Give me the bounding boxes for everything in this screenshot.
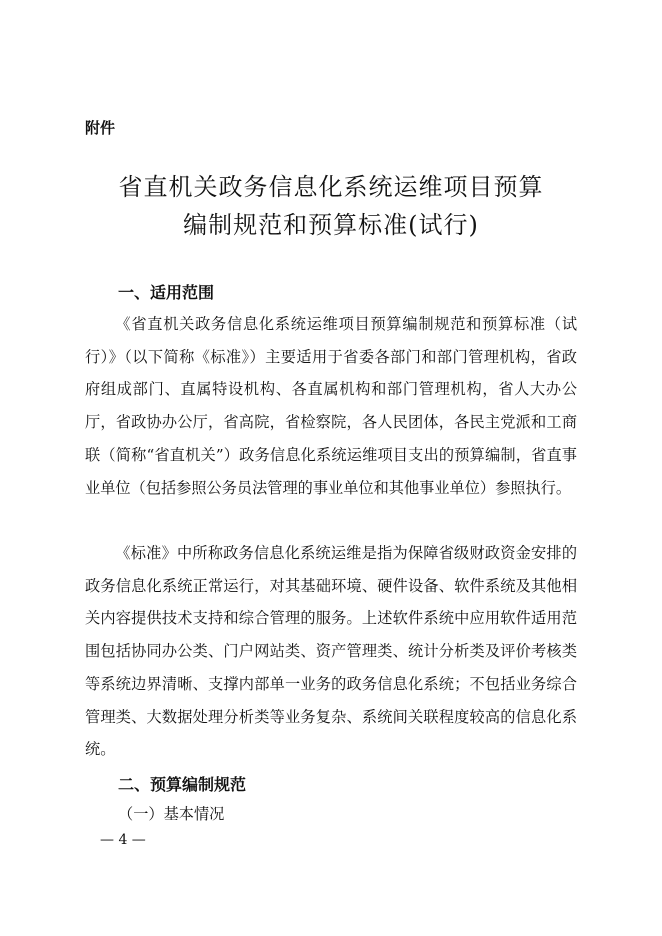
paragraph-text: 《省直机关政务信息化系统运维项目预算编制规范和预算标准（试行）》（以下简称《标准》）主要适用于省委各部门和部门管理机构，省政府组成部门、直属特设机构、各直属机构和部门管理机构，省人大办公厅，省政协办公厅，省高院，省检察院，各人民团体，各民主党派和工商联（简称“省直机关”）政务信息化系统运维项目支出的预算编制，省直事业单位（包括参照公务员法管理的事业单位和其他事业单位）参照执行。 (85, 315, 577, 497)
title-line-1: 省直机关政务信息化系统运维项目预算 (118, 173, 544, 201)
document-title (0, 168, 662, 244)
section-heading-scope: 一、适用范围 (118, 283, 215, 302)
section-heading-budget-norms: 二、预算编制规范 (118, 775, 247, 794)
subheading-basic-info: （一）基本情况 (118, 805, 225, 823)
page-number: — 4 — (100, 832, 146, 848)
title-line-2: 编制规范和预算标准(试行) (183, 211, 479, 239)
paragraph-text: 《标准》中所称政务信息化系统运维是指为保障省级财政资金安排的政务信息化系统正常运行，对其基础环境、硬件设备、软件系统及其他相关内容提供技术支持和综合管理的服务。上述软件系统中应用软件适用范围包括协同办公类、门户网站类、资产管理类、统计分析类及评价考核类等系统边界清晰、支撑内部单一业务的政务信息化系统；不包括业务综合管理类、大数据处理分析类等业务复杂、系统间关联程度较高的信息化系统。 (85, 544, 577, 759)
paragraph-scope-1 (85, 308, 577, 504)
attachment-label: 附件 (85, 119, 116, 137)
paragraph-scope-2 (85, 537, 577, 766)
